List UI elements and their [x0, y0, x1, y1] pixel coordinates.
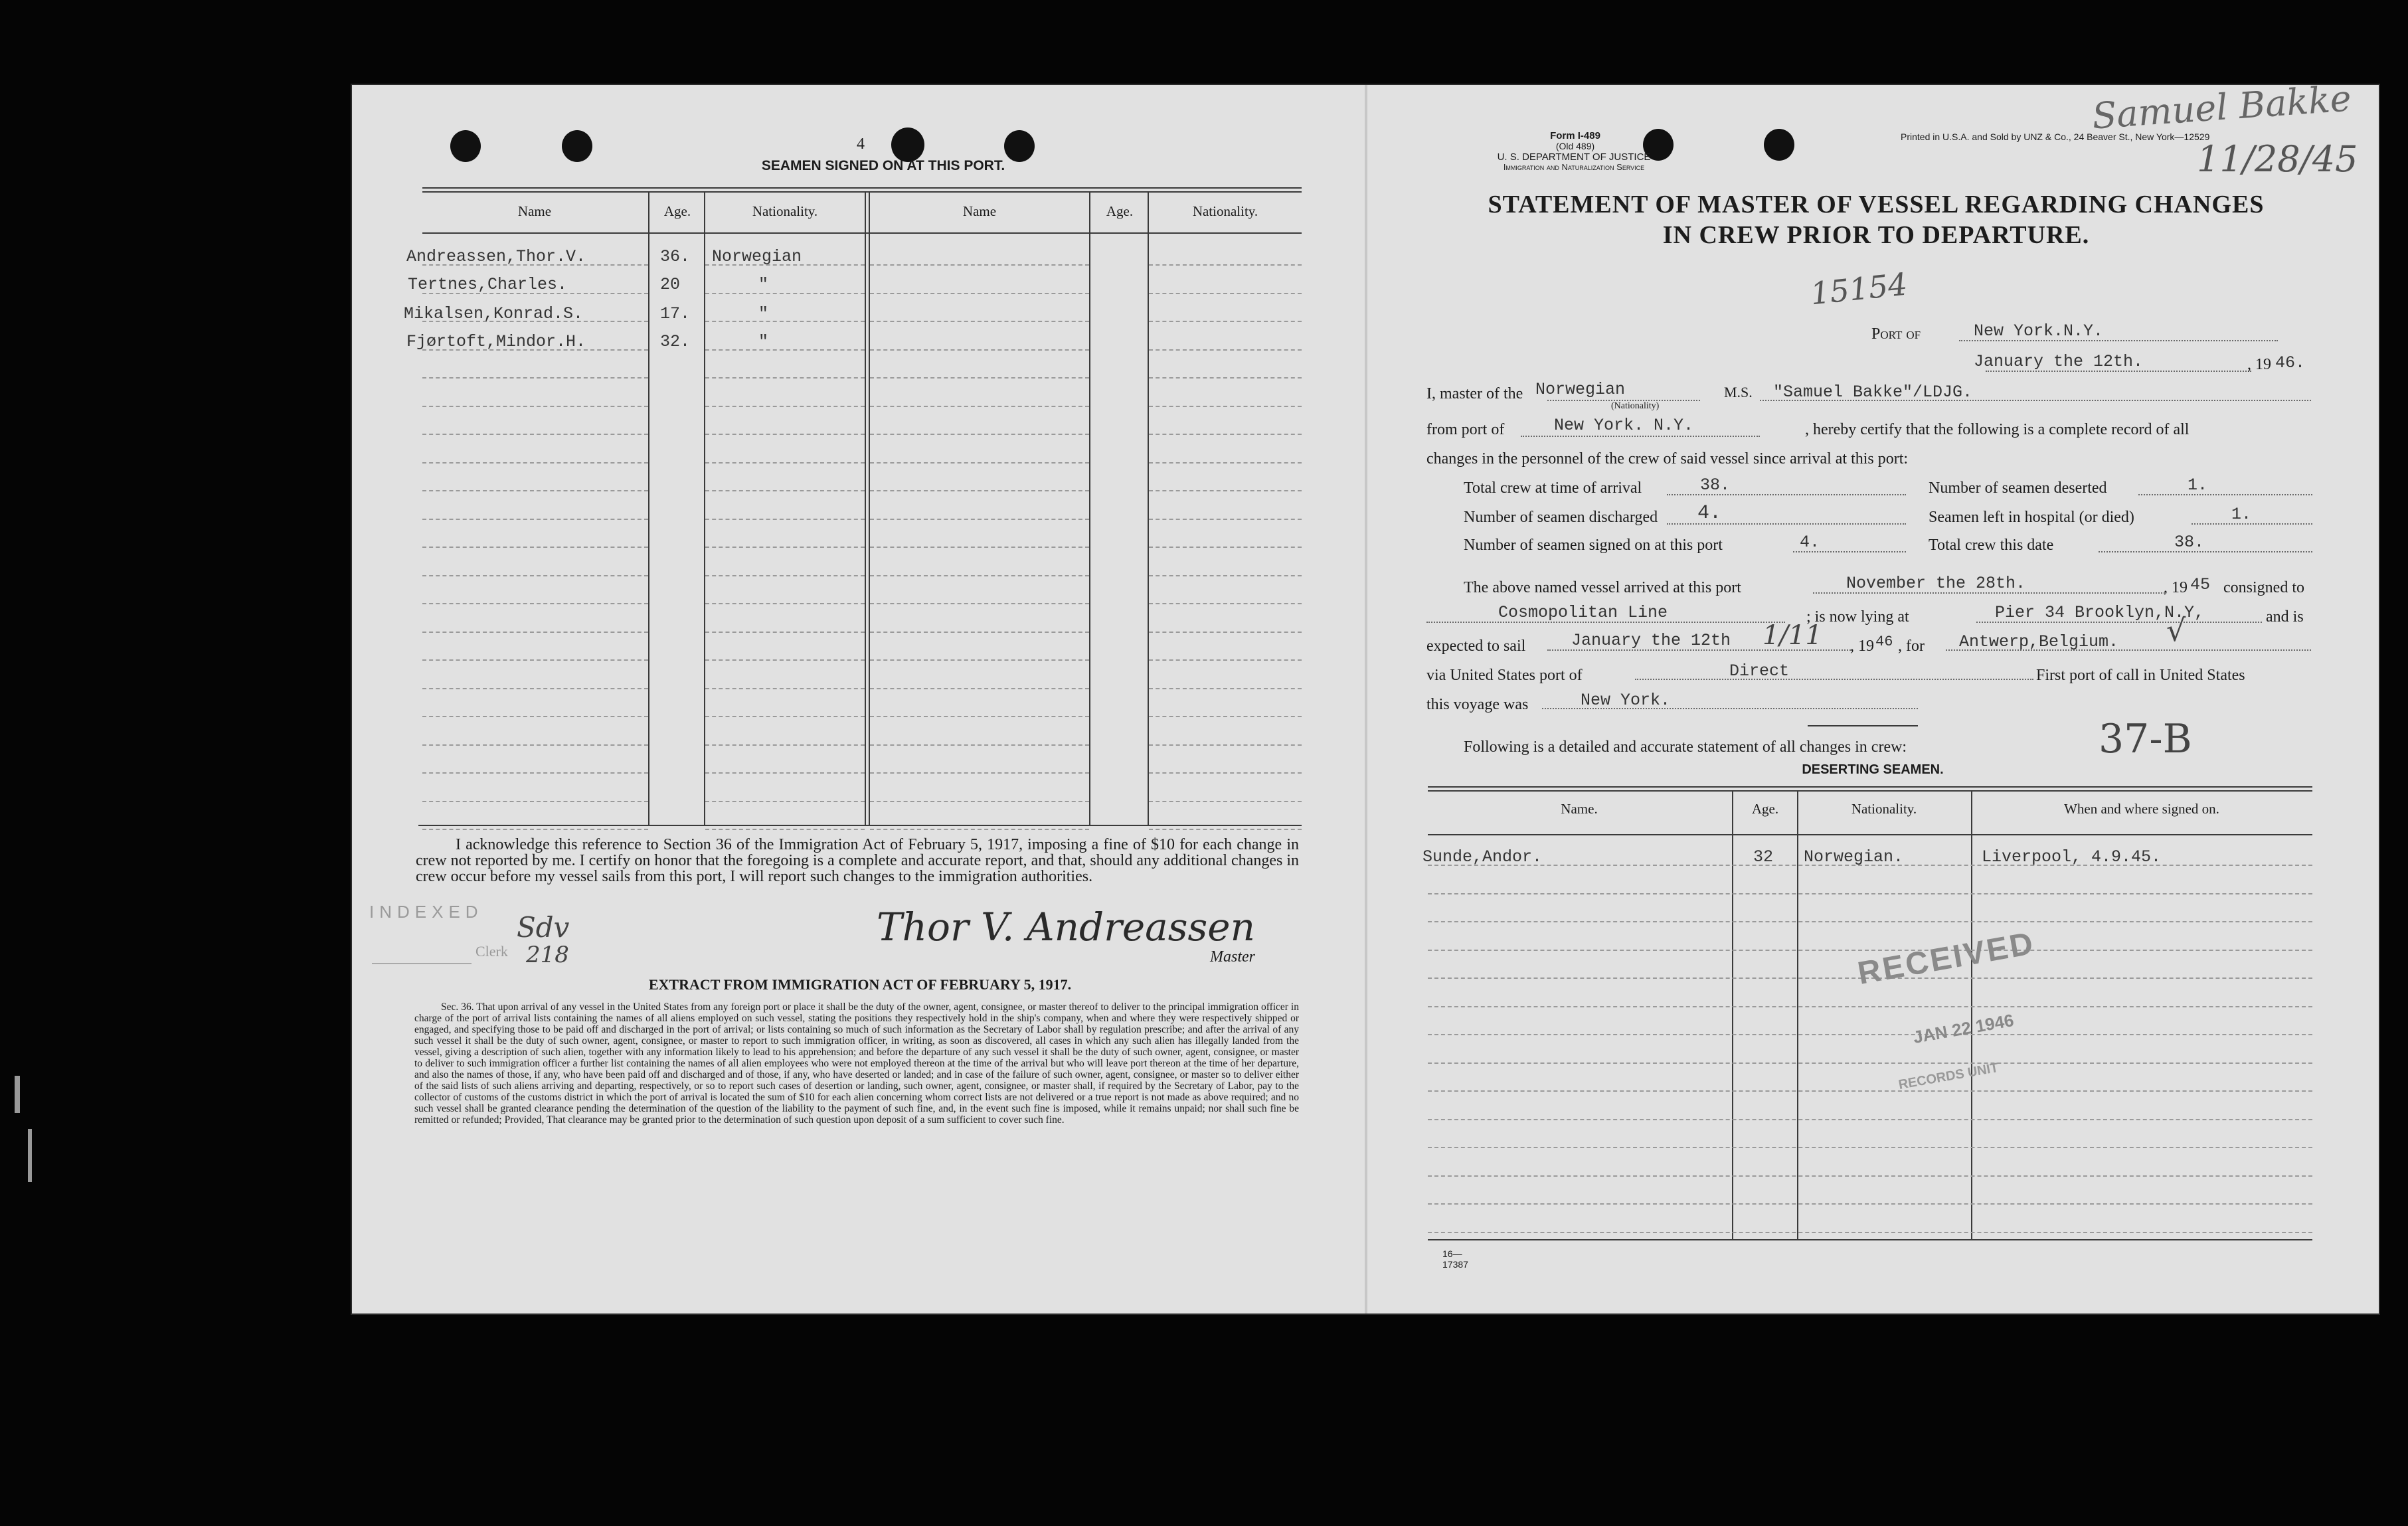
table-row-line [870, 632, 1089, 633]
table-row-line [422, 744, 648, 746]
table-row-line [870, 377, 1089, 379]
lying-line [1976, 622, 2262, 623]
table-row-line [1149, 716, 1302, 717]
table-row-line [705, 406, 865, 407]
arrived-year-prefix: , 19 [2164, 579, 2188, 596]
annotation-name: Samuel Bakke [2091, 77, 2353, 137]
table-header-rule [422, 232, 1302, 234]
table-row-line [705, 829, 865, 830]
col-divider [704, 191, 705, 825]
code-annotation: 37-B [2099, 716, 2192, 762]
punch-hole [450, 130, 481, 162]
from-port-value: New York. N.Y. [1554, 416, 1694, 435]
table-row-line [1149, 744, 1302, 746]
table-row-line [422, 519, 648, 520]
form-title-line2: IN CREW PRIOR TO DEPARTURE. [1662, 221, 2090, 249]
table-row-line [422, 547, 648, 548]
punch-hole [1764, 129, 1794, 161]
table-row-line [1149, 575, 1302, 576]
stat-line [2138, 494, 2312, 495]
table-row-line [1149, 829, 1302, 830]
table-row-line [1149, 321, 1302, 322]
punch-hole [891, 127, 924, 162]
vessel-value: "Samuel Bakke"/LDJG. [1773, 382, 1973, 402]
table-row-line [870, 349, 1089, 351]
col-header-age: Age. [1106, 203, 1134, 219]
col-divider [869, 191, 870, 825]
table-row-line [870, 829, 1089, 830]
crew-age: 17. [660, 304, 691, 323]
year-value: 46. [2275, 353, 2306, 373]
crew-nationality: " [758, 332, 769, 351]
crew-age: 36. [660, 247, 691, 266]
col-divider [1148, 191, 1149, 825]
crew-age: 20 [660, 275, 681, 294]
changes-text: changes in the personnel of the crew of said vessel since arrival at this port: [1426, 450, 1909, 467]
table-row-line [1149, 801, 1302, 802]
punch-hole [1004, 130, 1035, 162]
acknowledgment-text: I acknowledge this reference to Section 36 of the Immigration Act of February 5, 1917, imposing a fine of $10 for each change in crew not reported by me. I certify on honor that the foregoing is a complete and accurate report, and that, should any additional changes in crew occur before my vessel sails from this port, I will report such changes to the immigration authorities. [416, 836, 1299, 885]
table-row-line [1149, 659, 1302, 661]
table-row-line [870, 406, 1089, 407]
table-row-line [705, 377, 865, 379]
deserted-label: Number of seamen deserted [1929, 479, 2107, 497]
table-row-line [1149, 688, 1302, 689]
table-top-rule [1428, 790, 2312, 792]
table-top-rule [422, 191, 1302, 193]
port-line [1959, 340, 2278, 341]
nationality-caption: (Nationality) [1611, 401, 1660, 411]
table-row-line [1149, 519, 1302, 520]
col-divider [1732, 790, 1733, 1239]
table-row-line [705, 490, 865, 491]
table-top-rule [1428, 786, 2312, 788]
col-header-nationality: Nationality. [1851, 801, 1917, 817]
table-row-line [870, 264, 1089, 266]
table-row-line [422, 829, 648, 830]
expected-label: expected to sail [1426, 637, 1526, 655]
lying-value: Pier 34 Brooklyn,N.Y, [1995, 603, 2205, 622]
crew-name: Mikalsen,Konrad.S. [404, 304, 584, 323]
total-crew-arrival-value: 38. [1700, 475, 1731, 495]
discharged-value: 4. [1697, 502, 1722, 525]
table-row-line [1149, 462, 1302, 464]
via-value: Direct [1729, 661, 1790, 681]
stat-line [2192, 523, 2312, 525]
table-row-line [870, 772, 1089, 774]
date-value: January the 12th. [1974, 352, 2144, 371]
table-row-line [422, 632, 648, 633]
table-row-line [705, 547, 865, 548]
expected-line [1547, 649, 1853, 651]
col-divider [1971, 790, 1972, 1239]
table-row-line [1428, 1175, 2312, 1177]
crew-nationality: " [758, 304, 769, 323]
table-row-line [1428, 893, 2312, 894]
table-row-line [1149, 603, 1302, 604]
deserted-value: 1. [2188, 475, 2208, 495]
and-is: and is [2266, 608, 2304, 626]
crew-name: Andreassen,Thor.V. [406, 247, 586, 266]
stat-line [2099, 551, 2312, 552]
table-top-rule [422, 187, 1302, 189]
table-row-line [705, 688, 865, 689]
table-row-line [870, 293, 1089, 294]
table-row-line [705, 434, 865, 435]
table-row-line [705, 744, 865, 746]
consignee-value: Cosmopolitan Line [1498, 603, 1668, 622]
signed-on-label: Number of seamen signed on at this port [1464, 537, 1723, 554]
col-header-nationality: Nationality. [752, 203, 818, 219]
table-row-line [1428, 1147, 2312, 1148]
film-artifact [28, 1129, 32, 1182]
table-row-line [705, 519, 865, 520]
table-row-line [1428, 921, 2312, 922]
year-prefix: , 19 [2247, 356, 2271, 373]
extract-heading: EXTRACT FROM IMMIGRATION ACT OF FEBRUARY 5, 1917. [648, 976, 1072, 993]
hospital-value: 1. [2231, 505, 2252, 524]
table-row-line [1149, 349, 1302, 351]
table-row-line [422, 377, 648, 379]
table-row-line [1428, 1062, 2312, 1064]
table-row-line [422, 575, 648, 576]
col-divider [1797, 790, 1798, 1239]
received-stamp-date: JAN 22 1946 [1911, 1009, 2016, 1048]
table-row-line [422, 688, 648, 689]
col-header-signed-on: When and where signed on. [2064, 801, 2219, 817]
table-row-line [422, 772, 648, 774]
department: U. S. DEPARTMENT OF JUSTICE [1497, 151, 1651, 163]
deserter-age: 32 [1753, 847, 1774, 867]
crew-nationality: " [758, 275, 769, 294]
master-label: Master [1210, 948, 1255, 966]
clerk-label: Clerk [475, 943, 508, 960]
via-label: via United States port of [1426, 667, 1583, 684]
expected-year: 46 [1875, 634, 1893, 650]
col-header-age: Age. [1751, 801, 1779, 817]
indexed-stamp: INDEXED [369, 902, 483, 922]
stat-line [1667, 523, 1906, 525]
table-row-line [705, 462, 865, 464]
for-line [1946, 649, 2311, 651]
clerk-number: 218 [526, 942, 569, 968]
table-row-line [870, 490, 1089, 491]
voyage-value: New York. [1581, 691, 1671, 710]
total-crew-date-label: Total crew this date [1929, 537, 2054, 554]
table-row-line [870, 744, 1089, 746]
table-row-line [870, 801, 1089, 802]
first-port-label: First port of call in United States [2036, 667, 2245, 684]
hospital-label: Seamen left in hospital (or died) [1929, 509, 2134, 526]
printer-note: Printed in U.S.A. and Sold by UNZ & Co., 24 Beaver St., New York—12529 [1901, 131, 2210, 142]
expected-correction: 1/11 [1763, 620, 1822, 651]
left-heading: SEAMEN SIGNED ON AT THIS PORT. [761, 158, 1005, 173]
table-row-line [870, 434, 1089, 435]
col-divider [648, 191, 649, 825]
consigned-label: consigned to [2223, 579, 2304, 596]
form-id: Form I-489 [1550, 130, 1600, 141]
deserting-heading: DESERTING SEAMEN. [1802, 762, 1944, 777]
table-row-line [870, 575, 1089, 576]
table-row-line [1428, 950, 2312, 951]
total-crew-date-value: 38. [2174, 533, 2205, 552]
checkmark: √ [2166, 612, 2186, 648]
table-row-line [1149, 406, 1302, 407]
col-header-name: Name. [1561, 801, 1598, 817]
table-header-rule [1428, 834, 2312, 835]
table-row-line [1428, 1006, 2312, 1007]
col-header-nationality: Nationality. [1192, 203, 1258, 219]
form-title-line1: STATEMENT OF MASTER OF VESSEL REGARDING CHANGES [1488, 191, 2265, 218]
arrived-label: The above named vessel arrived at this port [1464, 579, 1741, 596]
expected-value: January the 12th [1571, 631, 1731, 650]
table-row-line [705, 716, 865, 717]
voyage-label: this voyage was [1426, 696, 1529, 713]
table-row-line [705, 349, 865, 351]
table-bottom-rule [418, 825, 1302, 826]
crew-name: Fjørtoft,Mindor.H. [406, 332, 586, 351]
crew-age: 32. [660, 332, 691, 351]
table-row-line [1428, 1119, 2312, 1120]
table-row-line [422, 659, 648, 661]
table-row-line [422, 603, 648, 604]
from-port-line [1521, 436, 1760, 437]
date-line [1986, 371, 2251, 372]
vessel-prefix: M.S. [1724, 384, 1753, 400]
expected-year-prefix: , 19 [1850, 637, 1874, 655]
deserter-signed-on: Liverpool, 4.9.45. [1982, 847, 2162, 867]
service: Immigration and Naturalization Service [1503, 162, 1645, 172]
col-header-name: Name [517, 203, 552, 219]
stat-line [1667, 494, 1906, 495]
consignee-line [1426, 622, 1785, 623]
deserter-nationality: Norwegian. [1804, 847, 1904, 867]
signed-on-value: 4. [1800, 533, 1820, 552]
master-of-label: I, master of the [1426, 385, 1523, 402]
extract-text: Sec. 36. That upon arrival of any vessel in the United States from any foreign port or place it shall be the duty of the owner, agent, consignee, or master thereof to deliver to the principal immigration officer in charge of the port of arrival lists containing the names of all aliens employed on such vessel, stating the positions they respectively hold in the ship's company, when and where they were respectively shipped or engaged, and specifying those to be paid off and discharged in the port of arrival; or lists containing so much of such information as the Secretary of Labor shall by regulation prescribe; and after the arrival of any such vessel it shall be the duty of such owner, agent, consignee, or master to report to such immigration officer, in writing, as soon as discovered, all cases in which any such alien has illegally landed from the vessel, giving a description of such alien, together with any information likely to lead to his apprehension; and before the departure of any such vessel it shall be the duty of such owner, agent, consignee, or master to deliver to such immigration officer a further list containing the names of all alien employees who were not employed thereon at the time of the arrival but who will leave port thereon at the time of her departure, and also the names of those, if any, who have been paid off and discharged and of those, if any, who have deserted or landed; and in case of the failure of such owner, agent, consignee, or master so to deliver either of the said lists of such aliens arriving and departing, respectively, or so to report such cases of desertion or landing, such owner, agent, consignee, or master shall, if required by the Secretary of Labor, pay to the collector of customs of the customs district in which the port of arrival is located the sum of $10 for each alien concerning whom correct lists are not delivered or a true report is not made as above required; and no such vessel shall be granted clearance pending the determination of the question of the liability to the payment of such fine, and, in the event such fine is imposed, while it remains unpaid; nor shall such fine be remitted or refunded; Provided, That clearance may be granted prior to the determination of such question upon deposit of a sum sufficient to cover such fine. [414, 1001, 1299, 1126]
total-crew-arrival-label: Total crew at time of arrival [1464, 479, 1642, 497]
table-row-line [705, 293, 865, 294]
crew-nationality: Norwegian [712, 247, 802, 266]
port-value: New York.N.Y. [1974, 321, 2104, 341]
table-row-line [1149, 632, 1302, 633]
table-row-line [1428, 1034, 2312, 1035]
col-header-name: Name [962, 203, 997, 219]
table-row-line [870, 547, 1089, 548]
clerk-rule [372, 963, 472, 964]
table-row-line [1149, 490, 1302, 491]
col-divider [865, 191, 866, 825]
received-stamp: RECEIVED [1855, 926, 2037, 991]
table-row-line [1428, 1090, 2312, 1092]
table-row-line [705, 575, 865, 576]
annotation-date: 11/28/45 [2197, 138, 2358, 180]
clerk-initials: Sdv [517, 911, 570, 944]
arrived-line [1813, 592, 2165, 594]
table-row-line [870, 688, 1089, 689]
col-header-age: Age. [663, 203, 691, 219]
page-number: 4 [857, 135, 865, 153]
arrived-value: November the 28th. [1846, 574, 2026, 593]
following-label: Following is a detailed and accurate statement of all changes in crew: [1464, 738, 1907, 756]
table-row-line [422, 490, 648, 491]
table-row-line [422, 716, 648, 717]
vessel-line [1760, 400, 2311, 401]
from-port-label: from port of [1426, 421, 1505, 438]
col-divider [1089, 191, 1090, 825]
table-row-line [870, 716, 1089, 717]
lying-label: ; is now lying at [1806, 608, 1909, 626]
table-row-line [705, 632, 865, 633]
table-row-line [1149, 434, 1302, 435]
master-signature: Thor V. Andreassen [877, 904, 1255, 950]
table-row-line [705, 603, 865, 604]
punch-hole [562, 130, 592, 162]
page-fold [1365, 85, 1367, 1314]
table-row-line [705, 772, 865, 774]
table-row-line [705, 659, 865, 661]
table-row-line [870, 321, 1089, 322]
table-row-line [422, 406, 648, 407]
table-row-line [1149, 547, 1302, 548]
table-row-line [705, 321, 865, 322]
for-value: Antwerp,Belgium. [1959, 632, 2119, 651]
table-row-line [870, 519, 1089, 520]
discharged-label: Number of seamen discharged [1464, 509, 1658, 526]
table-row-line [705, 801, 865, 802]
form-number: 16—17387 [1442, 1248, 1468, 1270]
table-row-line [870, 659, 1089, 661]
table-bottom-rule [1428, 1239, 2312, 1240]
separator-rule [1808, 725, 1918, 726]
deserter-name: Sunde,Andor. [1422, 847, 1543, 867]
table-row-line [1149, 293, 1302, 294]
stat-line [1793, 551, 1906, 552]
film-artifact [15, 1076, 20, 1113]
port-label: Port of [1871, 325, 1921, 343]
table-row-line [422, 462, 648, 464]
table-row-line [870, 603, 1089, 604]
table-row-line [1149, 772, 1302, 774]
table-row-line [1149, 264, 1302, 266]
crew-name: Tertnes,Charles. [408, 275, 568, 294]
table-row-line [422, 801, 648, 802]
table-row-line [1428, 1232, 2312, 1233]
arrived-year: 45 [2190, 575, 2211, 594]
table-row-line [422, 434, 648, 435]
nationality-value: Norwegian [1535, 380, 1626, 399]
certify-text: , hereby certify that the following is a complete record of all [1805, 421, 2190, 438]
via-line [1635, 679, 2033, 680]
received-stamp-unit: RECORDS UNIT [1897, 1060, 2000, 1093]
for-label: , for [1898, 637, 1925, 655]
table-row-line [1428, 1203, 2312, 1205]
file-number: 15154 [1808, 266, 1909, 312]
table-row-line [870, 462, 1089, 464]
voyage-line [1542, 708, 1918, 709]
table-row-line [1149, 377, 1302, 379]
form-old: (Old 489) [1555, 141, 1595, 151]
